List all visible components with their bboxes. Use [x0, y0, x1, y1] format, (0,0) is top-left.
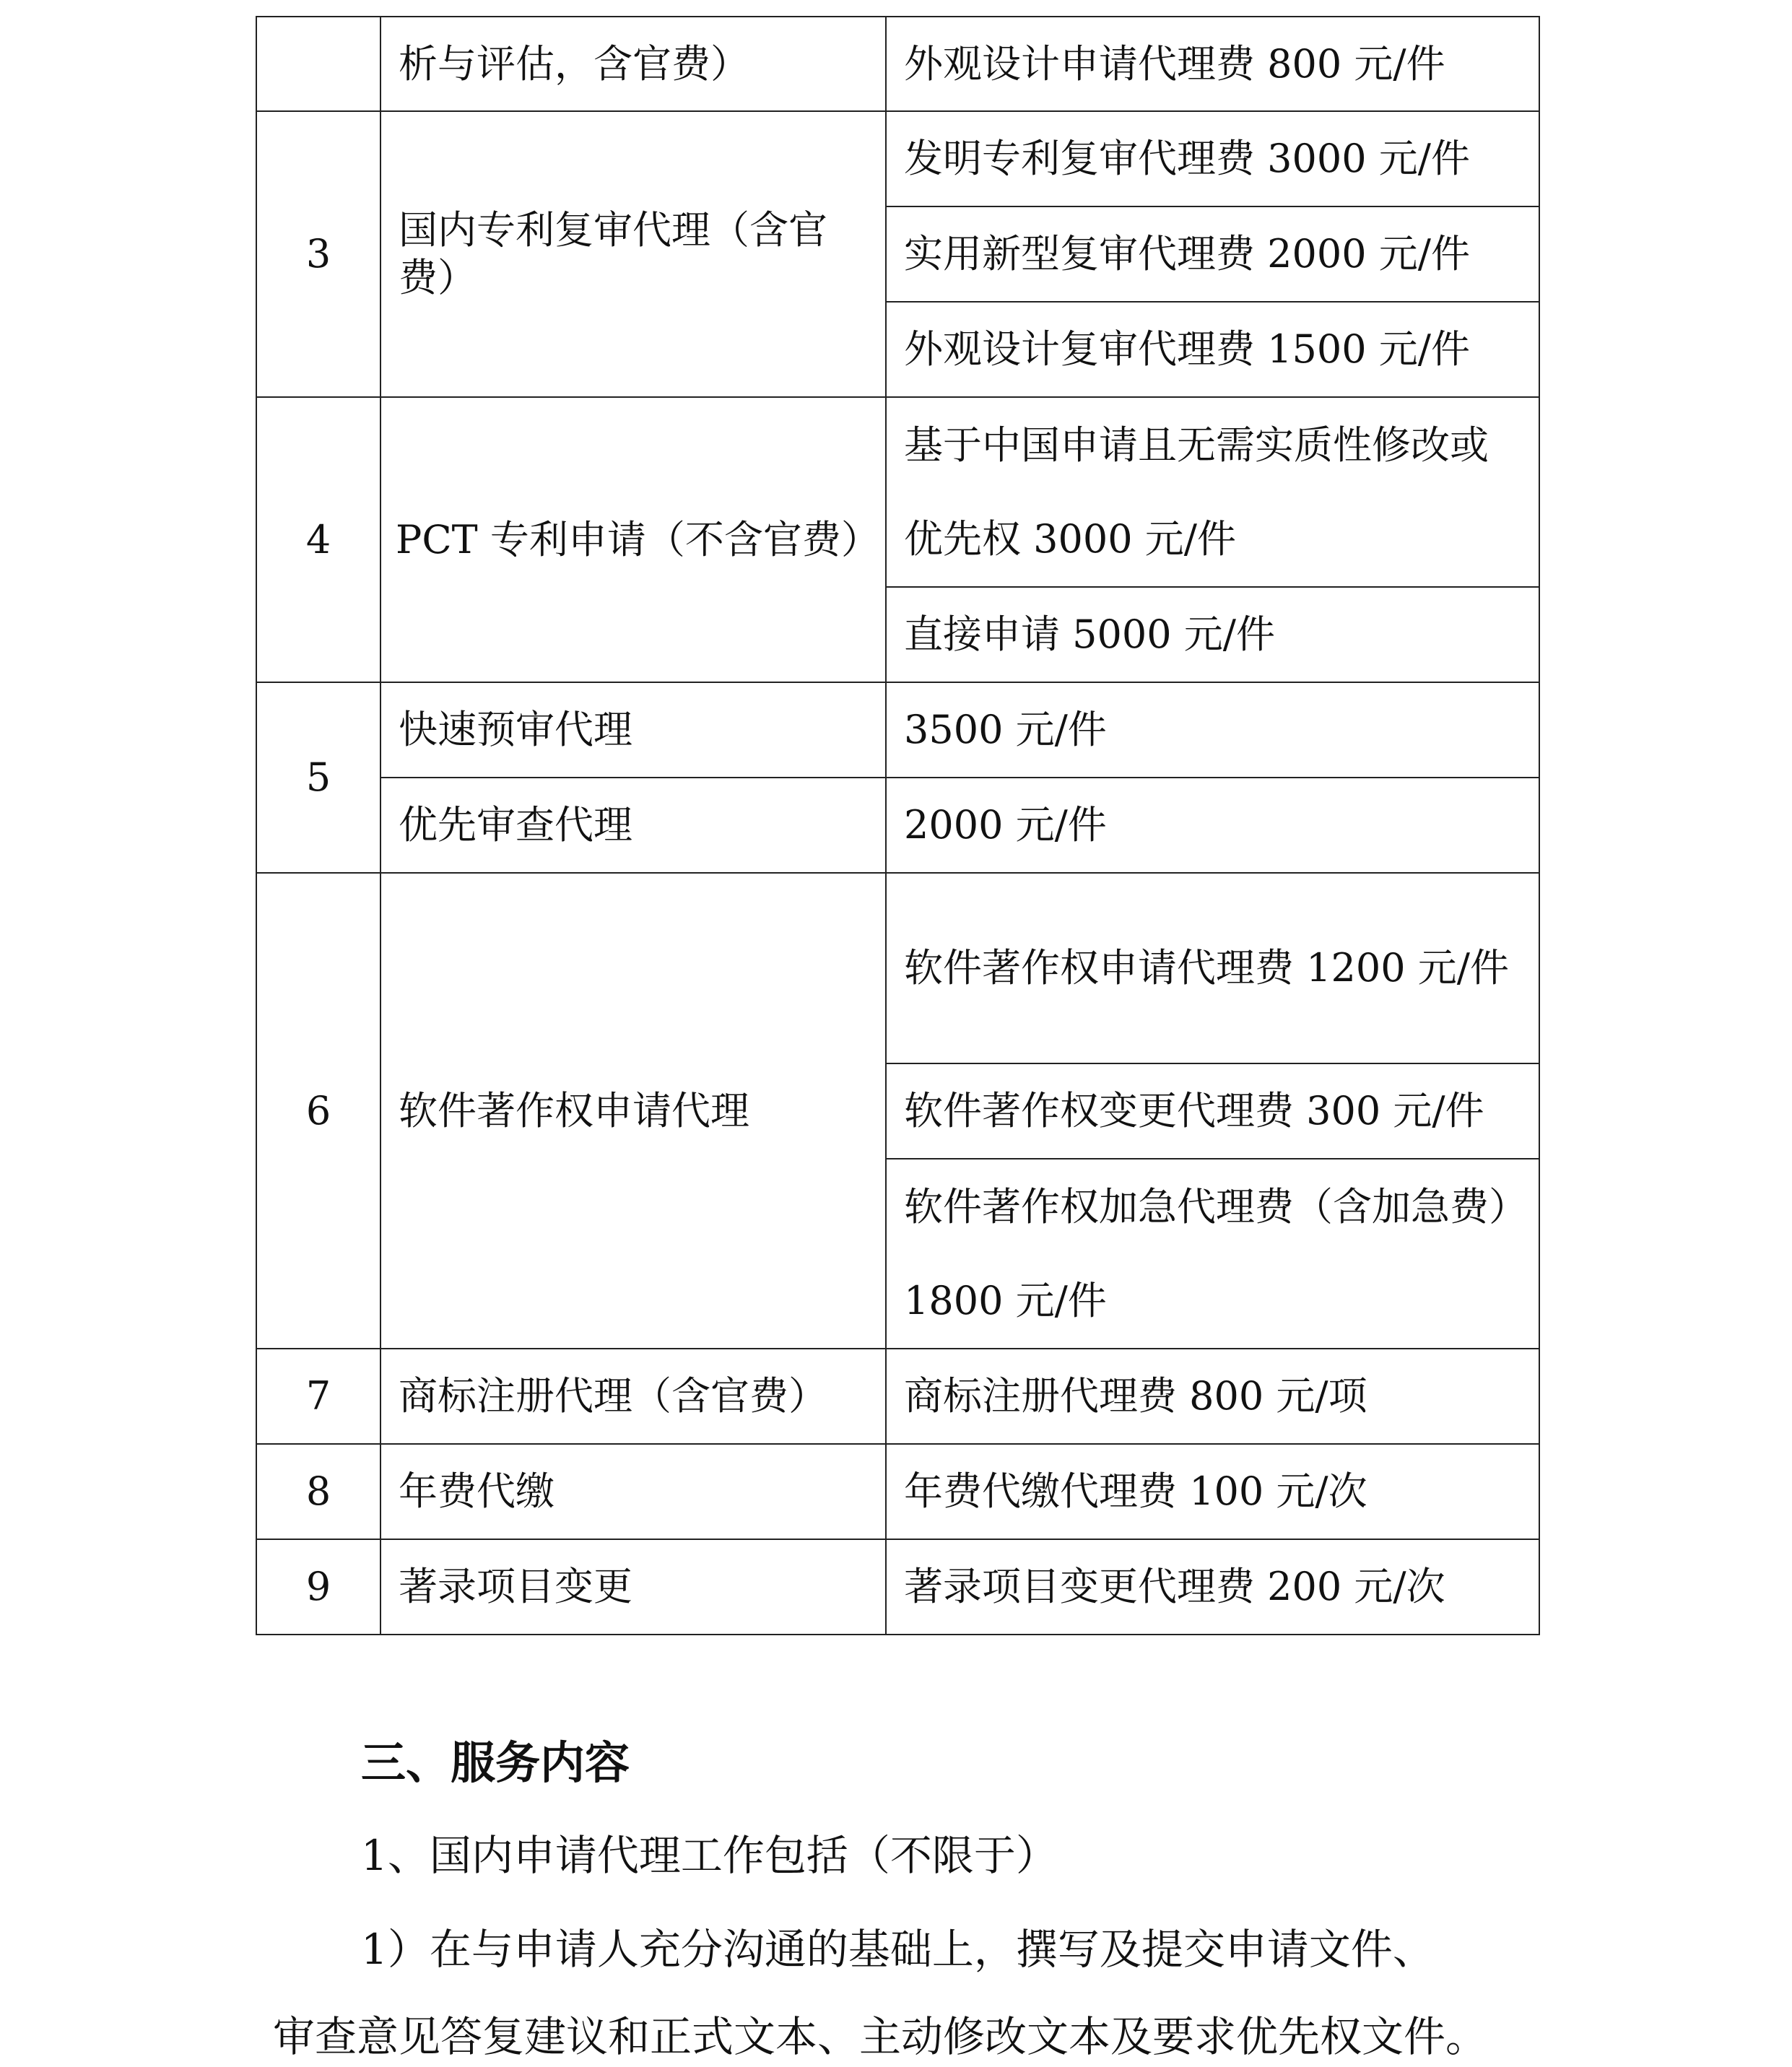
paragraph: 1、国内申请代理工作包括（不限于） [361, 1831, 1058, 1880]
paragraph: 审查意见答复建议和正式文本、主动修改文本及要求优先权文件。 [273, 2012, 1488, 2061]
fee-cell: 商标注册代理费 800 元/项 [886, 1349, 1539, 1444]
row-number: 9 [256, 1539, 380, 1635]
table-row [256, 778, 1539, 873]
table-row [256, 682, 1539, 778]
table-row [256, 1539, 1539, 1635]
fee-cell: 3500 元/件 [886, 682, 1539, 778]
item-name: 析与评估，含官费） [380, 17, 886, 111]
fee-cell: 实用新型复审代理费 2000 元/件 [886, 206, 1539, 302]
fee-cell: 直接申请 5000 元/件 [886, 587, 1539, 682]
item-name: 国内专利复审代理（含官费） [380, 111, 886, 397]
row-number: 8 [256, 1444, 380, 1539]
row-number: 7 [256, 1349, 380, 1444]
item-name: 著录项目变更 [380, 1539, 886, 1635]
fee-cell: 年费代缴代理费 100 元/次 [886, 1444, 1539, 1539]
row-number: 4 [256, 397, 380, 682]
fee-cell: 2000 元/件 [886, 778, 1539, 873]
item-name: 优先审查代理 [380, 778, 886, 873]
paragraph: 1）在与申请人充分沟通的基础上，撰写及提交申请文件、 [361, 1925, 1435, 1974]
item-name: 年费代缴 [380, 1444, 886, 1539]
item-name: PCT 专利申请（不含官费） [380, 397, 886, 682]
fee-cell: 软件著作权加急代理费（含加急费）1800 元/件 [886, 1159, 1539, 1349]
table-row [256, 397, 1539, 587]
fee-cell: 软件著作权变更代理费 300 元/件 [886, 1063, 1539, 1159]
row-number: 3 [256, 111, 380, 397]
section-title: 三、服务内容 [361, 1736, 630, 1789]
fee-cell: 软件著作权申请代理费 1200 元/件 [886, 873, 1539, 1063]
fee-cell: 发明专利复审代理费 3000 元/件 [886, 111, 1539, 206]
row-number: 6 [256, 873, 380, 1349]
fee-cell: 外观设计申请代理费 800 元/件 [886, 17, 1539, 111]
fee-table [256, 16, 1540, 1635]
row-number [256, 17, 380, 111]
table-row [256, 1444, 1539, 1539]
item-name: 快速预审代理 [380, 682, 886, 778]
fee-cell: 外观设计复审代理费 1500 元/件 [886, 302, 1539, 397]
row-number: 5 [256, 682, 380, 873]
fee-cell: 著录项目变更代理费 200 元/次 [886, 1539, 1539, 1635]
item-name: 商标注册代理（含官费） [380, 1349, 886, 1444]
item-name: 软件著作权申请代理 [380, 873, 886, 1349]
fee-cell: 基于中国申请且无需实质性修改或优先权 3000 元/件 [886, 397, 1539, 587]
table-row [256, 1349, 1539, 1444]
table-row [256, 17, 1539, 111]
table-row [256, 111, 1539, 206]
table-row [256, 873, 1539, 1063]
